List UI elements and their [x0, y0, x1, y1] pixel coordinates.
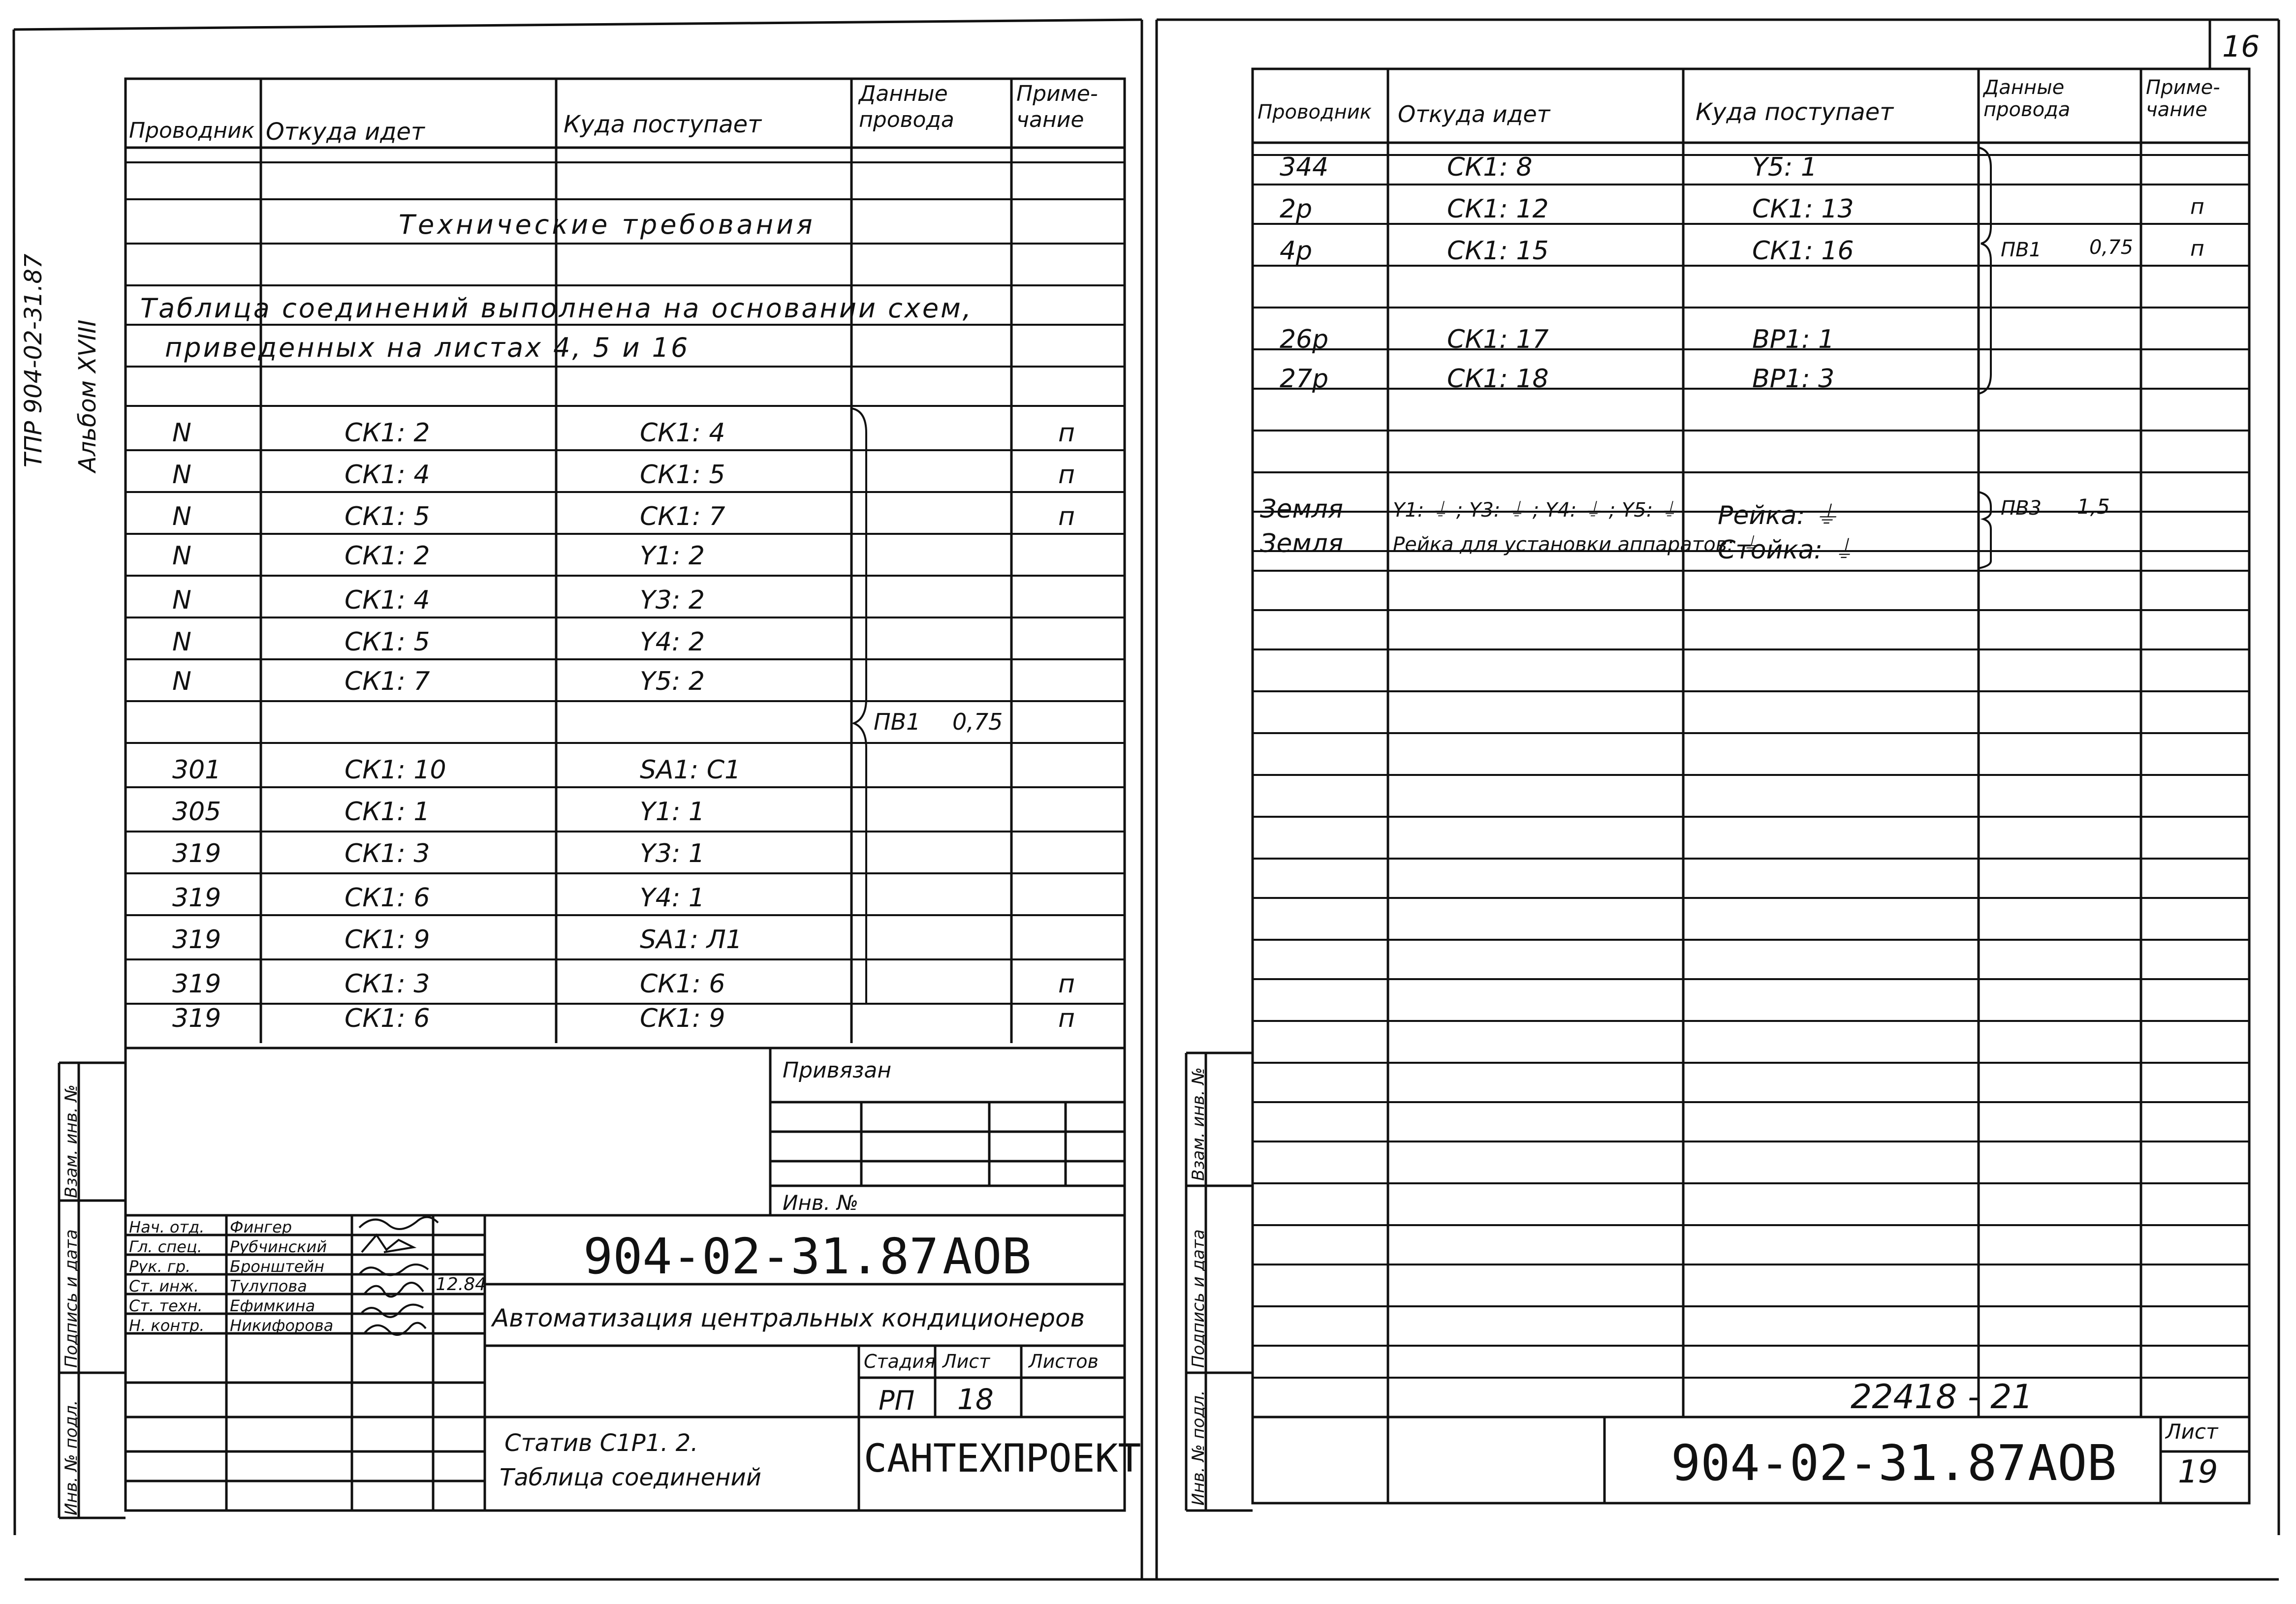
right-header-note-2: чание [2146, 98, 2207, 121]
title-role: Ст. инж. [129, 1277, 199, 1296]
title-name: Никифорова [230, 1316, 334, 1335]
document-mark: АОВ [943, 1228, 1032, 1285]
table-cell-conductor: N [172, 418, 191, 448]
table-cell-to: Рейка: ⏚ [1718, 501, 1839, 530]
header-conductor: Проводник [129, 118, 255, 143]
title-role: Нач. отд. [129, 1218, 205, 1236]
table-cell-from: Рейка для установки аппаратов: ⏚ [1393, 533, 1760, 556]
table-cell-to: Y5: 1 [1752, 153, 1817, 182]
table-cell-to: Y5: 2 [640, 667, 705, 696]
table-cell-conductor: 2р [1280, 194, 1313, 224]
table-cell-from: СК1: 3 [345, 839, 430, 868]
right-sheet-value: 19 [2178, 1454, 2218, 1490]
right-margin-label-original-inv: Инв. № подл. [1189, 1390, 1208, 1506]
archive-number: 22418 - 21 [1851, 1378, 2033, 1417]
table-cell-to: Стойка: ⏚ [1718, 535, 1856, 565]
table-cell-from: СК1: 2 [345, 541, 430, 571]
table-cell-to: SA1: C1 [640, 755, 741, 785]
header-note-2: чание [1016, 107, 1084, 132]
table-cell-from: СК1: 8 [1447, 153, 1533, 182]
table-cell-conductor: 319 [172, 1004, 221, 1033]
tech-requirements-line-1: Таблица соединений выполнена на основании схем, [140, 293, 973, 324]
table-cell-from: СК1: 6 [345, 1004, 430, 1033]
table-cell-from: СК1: 4 [345, 586, 430, 615]
right-wire-type-2: ПВ3 [2001, 497, 2042, 520]
table-cell-to: Y1: 1 [640, 797, 705, 827]
right-wire-type-1: ПВ1 [2001, 239, 2042, 261]
table-cell-from: Y1: ⏚ ; Y3: ⏚ ; Y4: ⏚ ; Y5: ⏚ [1393, 499, 1679, 522]
table-cell-to: СК1: 7 [640, 502, 725, 531]
table-cell-from: СК1: 17 [1447, 325, 1549, 354]
table-cell-conductor: 319 [172, 969, 221, 999]
table-cell-to: SA1: Л1 [640, 925, 742, 955]
tech-requirements-title: Технические требования [399, 209, 816, 240]
right-sheet-header: Лист [2166, 1419, 2218, 1444]
header-note-1: Приме- [1016, 81, 1098, 106]
margin-label-signature-date: Подпись и дата [62, 1229, 81, 1368]
table-cell-from: СК1: 12 [1447, 194, 1549, 224]
stage-header: Стадия [864, 1351, 936, 1372]
table-cell-to: Y3: 2 [640, 586, 705, 615]
table-cell-from: СК1: 7 [345, 667, 430, 696]
table-cell-to: СК1: 13 [1752, 194, 1854, 224]
margin-label-replaced-inv: Взам. инв. № [62, 1084, 81, 1198]
table-cell-to: СК1: 16 [1752, 236, 1854, 266]
header-from: Откуда идет [266, 118, 425, 146]
wire-type-label: ПВ1 [874, 709, 921, 735]
title-role: Ст. техн. [129, 1296, 203, 1315]
table-cell-to: СК1: 4 [640, 418, 725, 448]
table-cell-note: п [1058, 1004, 1075, 1033]
table-cell-note: п [1058, 969, 1075, 999]
table-cell-from: СК1: 4 [345, 460, 430, 490]
side-label-project: ТПР 904-02-31.87 [20, 253, 47, 467]
table-cell-note: п [1058, 502, 1075, 531]
sheet-header: Лист [943, 1351, 990, 1372]
table-cell-to: ВР1: 1 [1752, 325, 1835, 354]
project-title: Автоматизация центральных кондиционеров [492, 1304, 1085, 1332]
right-header-from: Откуда идет [1398, 101, 1550, 127]
right-header-to: Куда поступает [1696, 98, 1894, 126]
table-cell-from: СК1: 10 [345, 755, 446, 785]
table-cell-conductor: N [172, 502, 191, 531]
title-name: Фингер [230, 1218, 292, 1236]
right-margin-label-signature-date: Подпись и дата [1189, 1229, 1208, 1368]
right-header-wire-2: провода [1983, 98, 2071, 121]
right-header-wire-1: Данные [1983, 76, 2065, 99]
title-name: Тулупова [230, 1277, 307, 1296]
side-label-album: Альбом XVIII [74, 319, 101, 472]
table-cell-from: СК1: 18 [1447, 364, 1549, 394]
table-cell-conductor: N [172, 541, 191, 571]
table-cell-to: СК1: 5 [640, 460, 725, 490]
right-document-mark: АОВ [2028, 1434, 2117, 1492]
right-wire-size-1: 0,75 [2089, 236, 2134, 259]
stage-value: РП [879, 1385, 915, 1416]
organization-name: САНТЕХПРОЕКТ [864, 1437, 1141, 1481]
title-role: Н. контр. [129, 1316, 205, 1335]
table-cell-conductor: 344 [1280, 153, 1329, 182]
table-cell-conductor: 305 [172, 797, 221, 827]
table-cell-conductor: 319 [172, 839, 221, 868]
inventory-number-label: Инв. № [783, 1191, 859, 1215]
right-header-conductor: Проводник [1258, 101, 1372, 123]
right-header-note-1: Приме- [2146, 76, 2220, 99]
table-cell-to: Y4: 2 [640, 627, 705, 657]
approval-date: 12.84 [436, 1274, 487, 1295]
table-cell-note: п [2190, 194, 2204, 219]
table-cell-conductor: N [172, 586, 191, 615]
table-cell-from: СК1: 15 [1447, 236, 1549, 266]
sheet-title-line-2: Таблица соединений [500, 1464, 761, 1491]
title-name: Ефимкина [230, 1296, 315, 1315]
header-wire-1: Данные [859, 81, 948, 106]
table-cell-from: СК1: 3 [345, 969, 430, 999]
sheet-title-line-1: Статив С1Р1. 2. [504, 1429, 698, 1457]
page-number: 16 [2222, 30, 2260, 64]
table-cell-to: СК1: 9 [640, 1004, 725, 1033]
title-name: Рубчинский [230, 1237, 327, 1256]
table-cell-to: Y3: 1 [640, 839, 705, 868]
tech-requirements-line-2: приведенных на листах 4, 5 и 16 [165, 332, 690, 363]
header-wire-2: провода [859, 107, 954, 132]
right-margin-label-replaced-inv: Взам. инв. № [1189, 1067, 1208, 1181]
table-cell-conductor: N [172, 667, 191, 696]
title-role: Рук. гр. [129, 1257, 191, 1276]
table-cell-from: СК1: 5 [345, 627, 430, 657]
table-cell-conductor: Земля [1260, 529, 1344, 558]
table-cell-note: п [2190, 236, 2204, 261]
table-cell-from: СК1: 1 [345, 797, 430, 827]
table-cell-to: Y4: 1 [640, 883, 705, 913]
table-cell-conductor: 27р [1280, 364, 1329, 394]
table-cell-conductor: 319 [172, 925, 221, 955]
margin-label-original-inv: Инв. № подл. [62, 1400, 81, 1515]
table-cell-conductor: 301 [172, 755, 221, 785]
table-cell-conductor: Земля [1260, 494, 1344, 524]
table-cell-conductor: 319 [172, 883, 221, 913]
table-cell-from: СК1: 9 [345, 925, 430, 955]
right-wire-size-2: 1,5 [2077, 494, 2110, 519]
table-cell-conductor: N [172, 627, 191, 657]
table-cell-from: СК1: 6 [345, 883, 430, 913]
sheets-header: Листов [1029, 1351, 1099, 1372]
table-cell-note: п [1058, 418, 1075, 448]
privyazan-label: Привязан [783, 1058, 892, 1083]
table-cell-conductor: 26р [1280, 325, 1329, 354]
table-cell-conductor: 4р [1280, 236, 1313, 266]
document-code: 904-02-31.87 [583, 1228, 939, 1285]
table-cell-from: СК1: 5 [345, 502, 430, 531]
sheet-value: 18 [957, 1383, 994, 1416]
table-cell-to: Y1: 2 [640, 541, 705, 571]
table-cell-to: ВР1: 3 [1752, 364, 1835, 394]
table-cell-conductor: N [172, 460, 191, 490]
title-name: Бронштейн [230, 1257, 325, 1276]
wire-size-label: 0,75 [952, 709, 1003, 735]
table-cell-to: СК1: 6 [640, 969, 725, 999]
right-document-code: 904-02-31.87 [1671, 1434, 2027, 1492]
header-to: Куда поступает [564, 111, 762, 138]
table-cell-from: СК1: 2 [345, 418, 430, 448]
title-role: Гл. спец. [129, 1237, 202, 1256]
table-cell-note: п [1058, 460, 1075, 490]
